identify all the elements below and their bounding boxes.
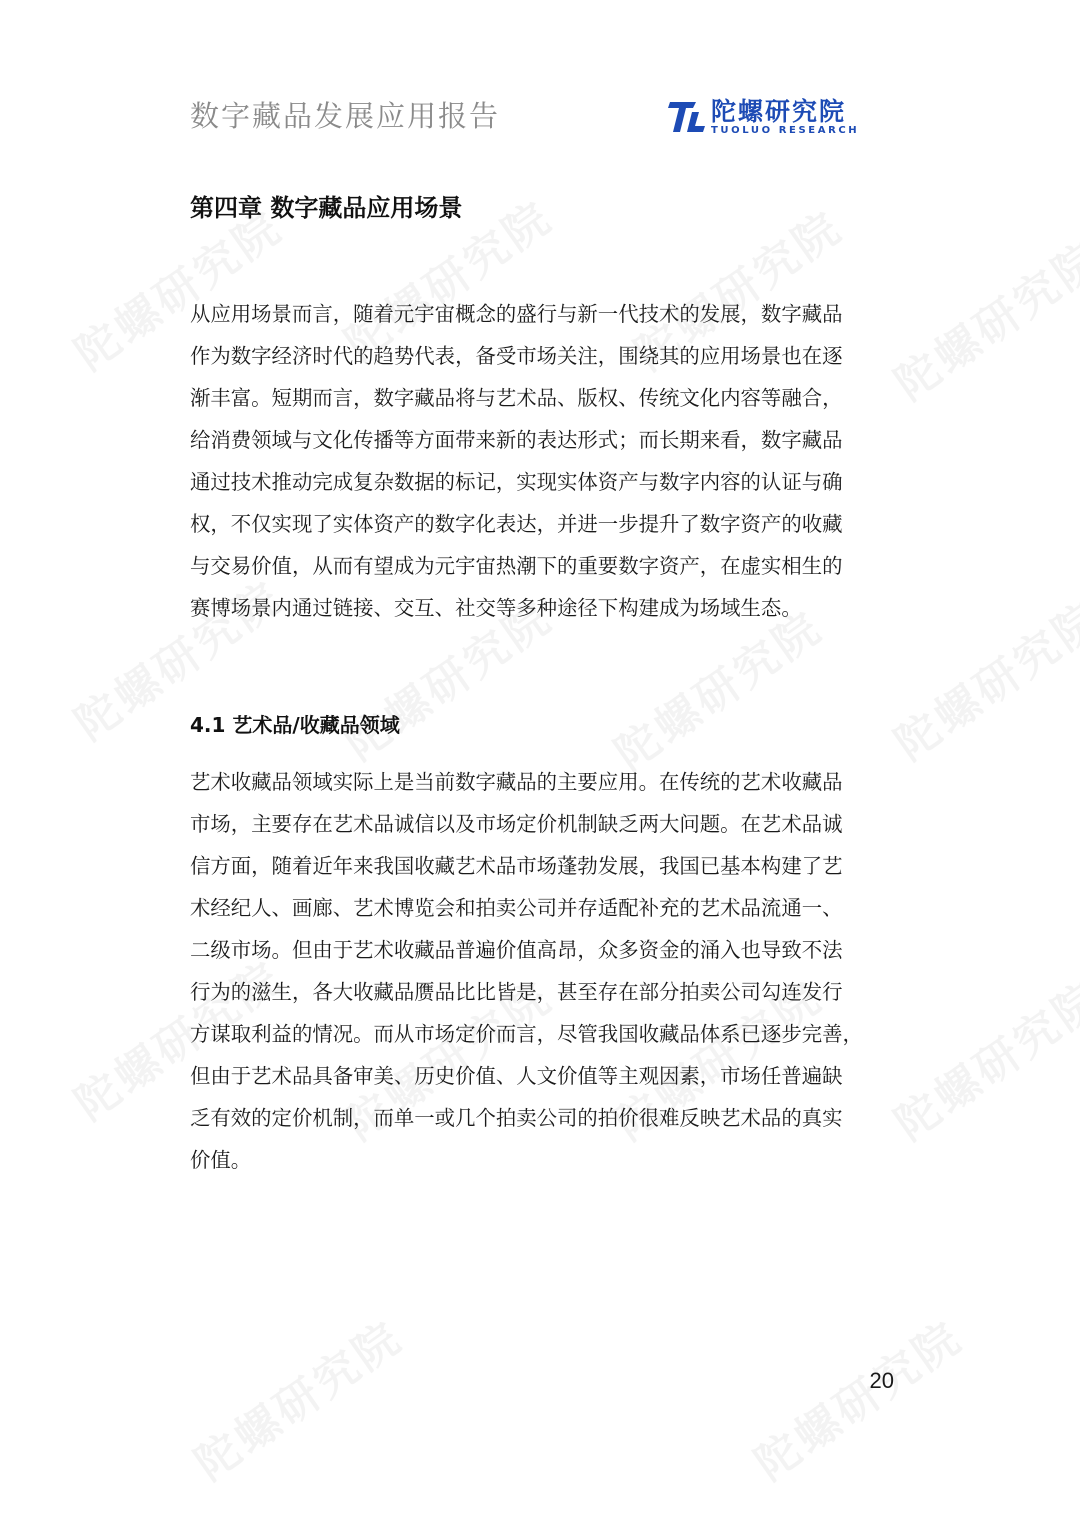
- watermark-text: [880, 962, 1080, 1152]
- tl-logo-mark-icon: [668, 98, 706, 136]
- paragraph-line: 权，不仅实现了实体资产的数字化表达，并进一步提升了数字资产的收藏: [190, 512, 843, 536]
- paragraph-line: 渐丰富。短期而言，数字藏品将与艺术品、版权、传统文化内容等融合，: [190, 386, 843, 410]
- header-doc-title: 数字藏品发展应用报告: [190, 99, 501, 133]
- intro-paragraph: [190, 293, 900, 629]
- paragraph-line: 从应用场景而言，随着元宇宙概念的盛行与新一代技术的发展，数字藏品: [190, 302, 843, 326]
- paragraph-line: 行为的滋生，各大收藏品赝品比比皆是，甚至存在部分拍卖公司勾连发行: [190, 980, 843, 1004]
- watermark-text: [880, 582, 1080, 772]
- paragraph-line: 作为数字经济时代的趋势代表，备受市场关注，围绕其的应用场景也在逐: [190, 344, 843, 368]
- paragraph-line: 价值。: [190, 1148, 252, 1172]
- paragraph-line: 与交易价值，从而有望成为元宇宙热潮下的重要数字资产，在虚实相生的: [190, 554, 843, 578]
- logo-name-cn: 陀螺研究院: [711, 96, 847, 126]
- watermark-text: [880, 222, 1080, 412]
- chapter-title: 第四章 数字藏品应用场景: [190, 194, 463, 222]
- paragraph-line: 赛博场景内通过链接、交互、社交等多种途径下构建成为场域生态。: [190, 596, 802, 620]
- paragraph-line: 市场，主要存在艺术品诚信以及市场定价机制缺乏两大问题。在艺术品诚: [190, 812, 843, 836]
- watermark-text: [180, 1302, 413, 1492]
- brand-logo: [668, 96, 878, 138]
- section-paragraph: [190, 761, 900, 1181]
- paragraph-line: 信方面，随着近年来我国收藏艺术品市场蓬勃发展，我国已基本构建了艺: [190, 854, 843, 878]
- paragraph-line: 乏有效的定价机制，而单一或几个拍卖公司的拍价很难反映艺术品的真实: [190, 1106, 843, 1130]
- paragraph-line: 给消费领域与文化传播等方面带来新的表达形式；而长期来看，数字藏品: [190, 428, 843, 452]
- paragraph-line: 艺术收藏品领域实际上是当前数字藏品的主要应用。在传统的艺术收藏品: [190, 770, 843, 794]
- paragraph-line: 术经纪人、画廊、艺术博览会和拍卖公司并存适配补充的艺术品流通一、: [190, 896, 843, 920]
- paragraph-line: 通过技术推动完成复杂数据的标记，实现实体资产与数字内容的认证与确: [190, 470, 843, 494]
- page-number: 20: [869, 1368, 894, 1393]
- logo-name-en: TUOLUO RESEARCH: [711, 124, 860, 136]
- section-title: 4.1 艺术品/收藏品领域: [190, 713, 400, 737]
- paragraph-line: 但由于艺术品具备审美、历史价值、人文价值等主观因素，市场任普遍缺: [190, 1064, 843, 1088]
- watermark-text: [740, 1302, 973, 1492]
- paragraph-line: 二级市场。但由于艺术收藏品普遍价值高昂，众多资金的涌入也导致不法: [190, 938, 843, 962]
- paragraph-line: 方谋取利益的情况。而从市场定价而言，尽管我国收藏品体系已逐步完善，: [190, 1022, 863, 1046]
- logo-text: [711, 98, 859, 137]
